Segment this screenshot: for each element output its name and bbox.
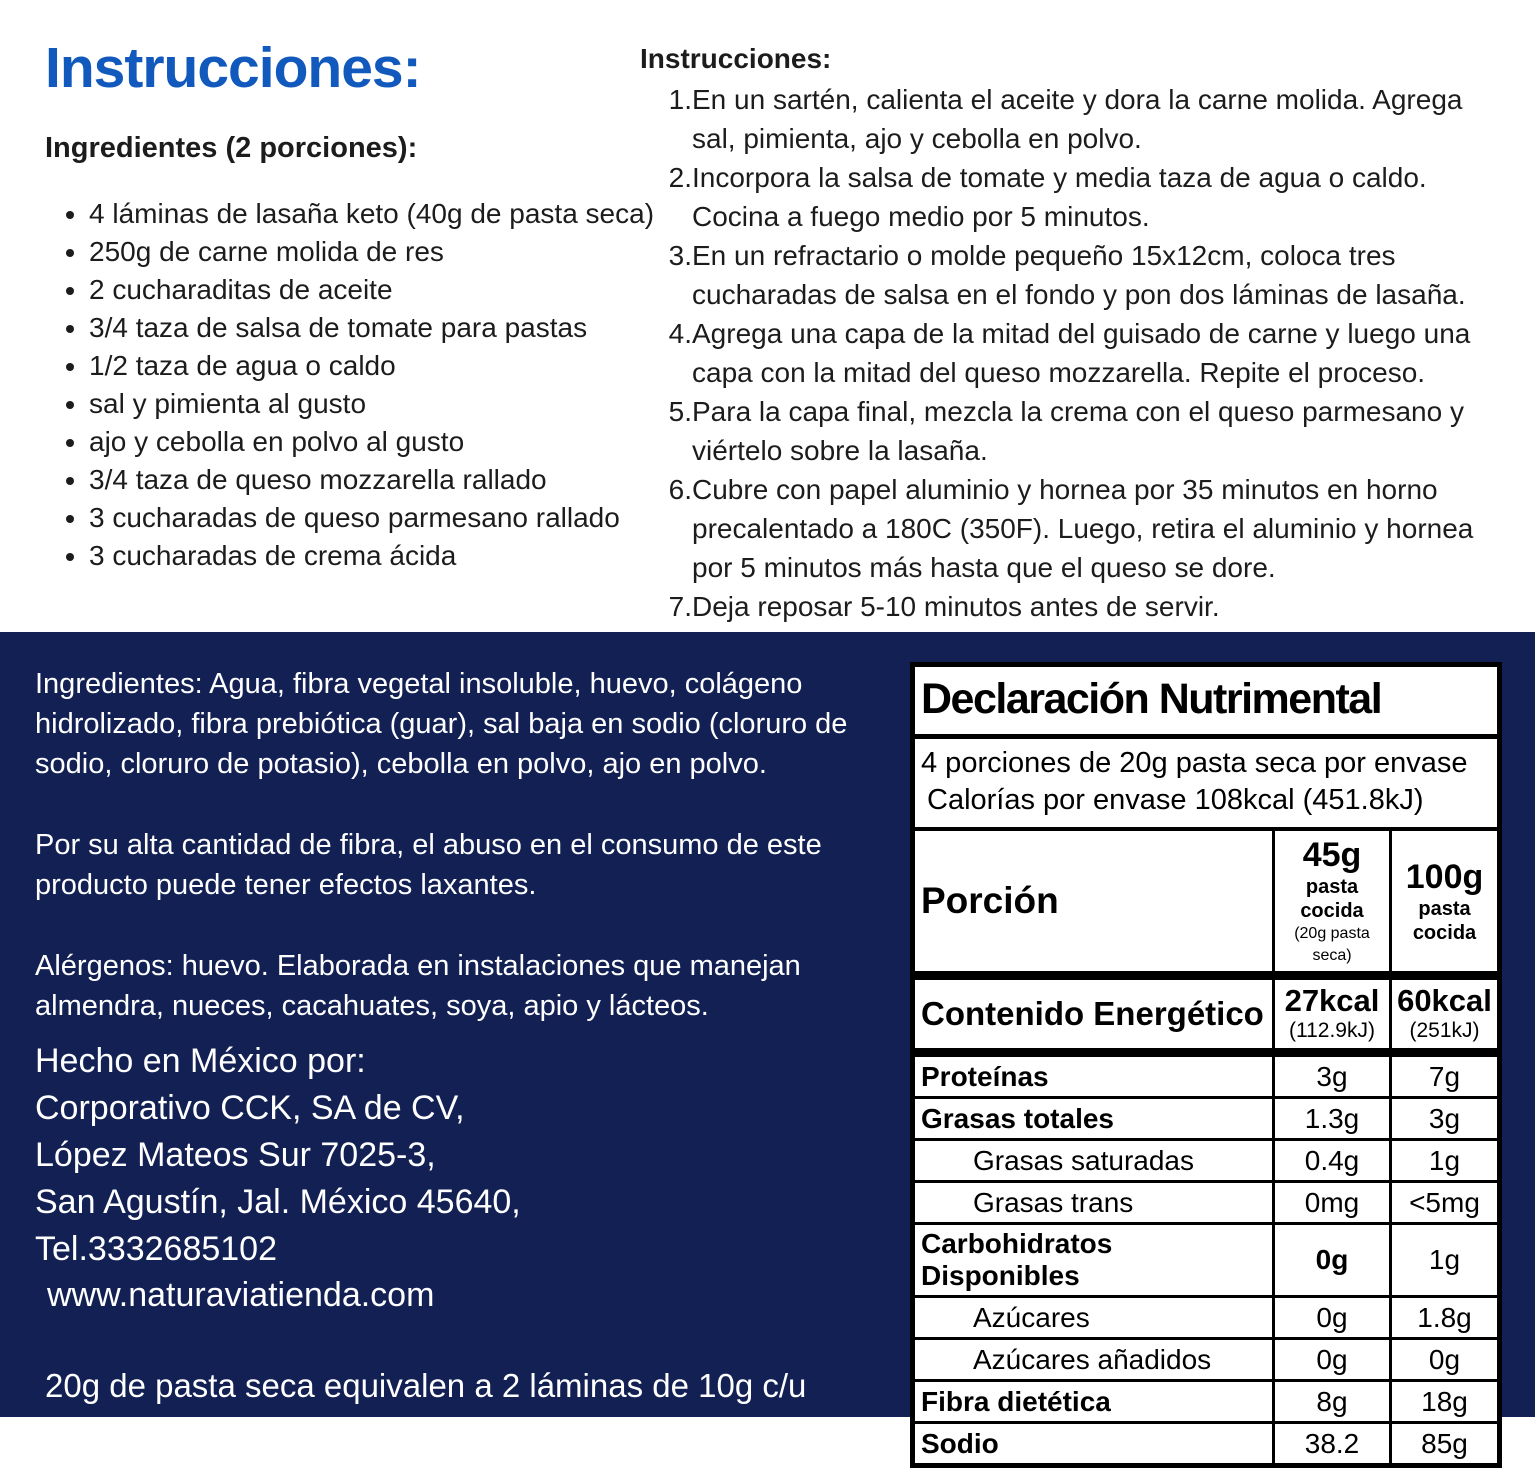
label-info-section — [0, 632, 1535, 1459]
ingredient-item: • 250g de carne molida de res — [89, 233, 660, 271]
label-info-text — [35, 664, 890, 1405]
servings-info — [915, 739, 1497, 831]
servings-per-container: 4 porciones de 20g pasta seca por envase — [921, 747, 1468, 779]
equivalence-note: 20g de pasta seca equivalen a 2 láminas de 10g c/u — [45, 1367, 807, 1404]
step-item: Agrega una capa de la mitad del guisado de carne y luego una capa con la mitad del queso mozzarella. Repite el proceso. — [692, 318, 1471, 388]
nutrient-value-100g: 0g — [1389, 1340, 1497, 1379]
nutrient-row — [915, 1183, 1497, 1225]
nutrient-row — [915, 1225, 1497, 1298]
nutrient-value-45g: 0g — [1272, 1225, 1389, 1295]
nutrient-label: Grasas totales — [921, 1102, 1114, 1134]
nutrient-value-100g: 1g — [1389, 1225, 1497, 1295]
ingredients-list — [45, 195, 660, 575]
manufacturer-line: López Mateos Sur 7025-3, — [35, 1136, 436, 1174]
energy-label: Contenido Energético — [921, 995, 1264, 1032]
nutrient-rows — [915, 1057, 1497, 1463]
recipe-section — [0, 0, 1535, 632]
steps-heading: Instrucciones: — [640, 43, 832, 74]
step-item: Deja reposar 5-10 minutos antes de servir. — [692, 591, 1220, 622]
portion-col-45g: 45g pasta cocida (20g pasta seca) — [1272, 831, 1389, 971]
nutrient-row — [915, 1141, 1497, 1183]
manufacturer-line: Corporativo CCK, SA de CV, — [35, 1089, 465, 1127]
nutrient-value-45g: 38.2 — [1272, 1424, 1389, 1463]
ingredient-item: • 2 cucharaditas de aceite — [89, 271, 660, 309]
nutrient-row — [915, 1424, 1497, 1463]
nutrient-value-45g: 0mg — [1272, 1183, 1389, 1222]
nutrient-value-45g: 3g — [1272, 1057, 1389, 1096]
step-item: En un refractario o molde pequeño 15x12cm, coloca tres cucharadas de salsa en el fondo y pon dos láminas de lasaña. — [692, 240, 1466, 310]
nutrient-value-100g: 1.8g — [1389, 1298, 1497, 1337]
nutrient-value-100g: 1g — [1389, 1141, 1497, 1180]
ingredients-column — [45, 38, 660, 575]
nutrient-label: Carbohidratos Disponibles — [921, 1228, 1113, 1291]
ingredient-item: • 4 láminas de lasaña keto (40g de pasta seca) — [89, 195, 660, 233]
nutrition-facts-table — [910, 662, 1502, 1468]
nutrient-label: Azúcares — [973, 1301, 1090, 1333]
info-paragraph: Ingredientes: Agua, fibra vegetal insoluble, huevo, colágeno hidrolizado, fibra prebiótica (guar), sal baja en sodio (cloruro de sodio, cloruro de potasio), cebolla en polvo, ajo en polvo. — [35, 668, 848, 780]
portion-header-row — [915, 831, 1497, 980]
nutrient-value-100g: 85g — [1389, 1424, 1497, 1463]
ingredients-heading: Ingredientes (2 porciones): — [45, 132, 418, 164]
step-item: Cubre con papel aluminio y hornea por 35 minutos en horno precalentado a 180C (350F). Luego, retira el aluminio y hornea por 5 minutos más hasta que el queso se dore. — [692, 474, 1474, 583]
portion-label: Porción — [921, 880, 1059, 921]
nutrient-value-45g: 0.4g — [1272, 1141, 1389, 1180]
nutrient-label: Azúcares añadidos — [973, 1343, 1212, 1375]
nutrient-row — [915, 1057, 1497, 1099]
nutrient-value-100g: 3g — [1389, 1099, 1497, 1138]
nutrient-label: Sodio — [921, 1427, 999, 1459]
energy-row — [915, 980, 1497, 1057]
calories-per-container: Calorías por envase 108kcal (451.8kJ) — [927, 784, 1424, 816]
website-text: www.naturaviatienda.com — [47, 1276, 435, 1314]
ingredient-item: • 3 cucharadas de queso parmesano rallado — [89, 499, 660, 537]
nutrient-value-100g: 7g — [1389, 1057, 1497, 1096]
nutrient-label: Grasas saturadas — [973, 1144, 1194, 1176]
energy-col-100g: 60kcal (251kJ) — [1389, 980, 1497, 1048]
ingredient-item: • sal y pimienta al gusto — [89, 385, 660, 423]
ingredient-item: • 3/4 taza de salsa de tomate para pastas — [89, 309, 660, 347]
manufacturer-line: Hecho en México por: — [35, 1042, 366, 1080]
step-item: Para la capa final, mezcla la crema con el queso parmesano y viértelo sobre la lasaña. — [692, 396, 1464, 466]
ingredient-item: • 1/2 taza de agua o caldo — [89, 347, 660, 385]
nutrient-label: Proteínas — [921, 1060, 1049, 1092]
nutrient-value-45g: 0g — [1272, 1298, 1389, 1337]
step-item: En un sartén, calienta el aceite y dora la carne molida. Agrega sal, pimienta, ajo y cebolla en polvo. — [692, 84, 1463, 154]
ingredient-item: • ajo y cebolla en polvo al gusto — [89, 423, 660, 461]
nutrient-value-45g: 8g — [1272, 1382, 1389, 1421]
ingredient-item: • 3/4 taza de queso mozzarella rallado — [89, 461, 660, 499]
manufacturer-block — [35, 1038, 890, 1273]
portion-col-100g: 100g pasta cocida — [1389, 831, 1497, 971]
step-item: Incorpora la salsa de tomate y media taza de agua o caldo. Cocina a fuego medio por 5 minutos. — [692, 162, 1427, 232]
info-paragraphs — [35, 664, 890, 1026]
nutrient-value-45g: 0g — [1272, 1340, 1389, 1379]
nutrient-value-100g: 18g — [1389, 1382, 1497, 1421]
energy-col-45g: 27kcal (112.9kJ) — [1272, 980, 1389, 1048]
instructions-column — [640, 42, 1495, 626]
page-title: Instrucciones: — [45, 36, 421, 100]
manufacturer-line: San Agustín, Jal. México 45640, — [35, 1183, 521, 1221]
manufacturer-line: Tel.3332685102 — [35, 1230, 278, 1268]
ingredient-item: • 3 cucharadas de crema ácida — [89, 537, 660, 575]
nutrition-title: Declaración Nutrimental — [915, 667, 1497, 739]
info-paragraph: Alérgenos: huevo. Elaborada en instalaciones que manejan almendra, nueces, cacahuates, soya, apio y lácteos. — [35, 950, 801, 1022]
nutrient-label: Fibra dietética — [921, 1385, 1111, 1417]
info-paragraph: Por su alta cantidad de fibra, el abuso en el consumo de este producto puede tener efectos laxantes. — [35, 829, 822, 901]
nutrient-row — [915, 1382, 1497, 1424]
nutrient-label: Grasas trans — [973, 1186, 1134, 1218]
nutrient-row — [915, 1340, 1497, 1382]
nutrient-row — [915, 1099, 1497, 1141]
nutrient-row — [915, 1298, 1497, 1340]
nutrient-value-100g: <5mg — [1389, 1183, 1497, 1222]
nutrient-value-45g: 1.3g — [1272, 1099, 1389, 1138]
steps-list — [640, 80, 1495, 626]
